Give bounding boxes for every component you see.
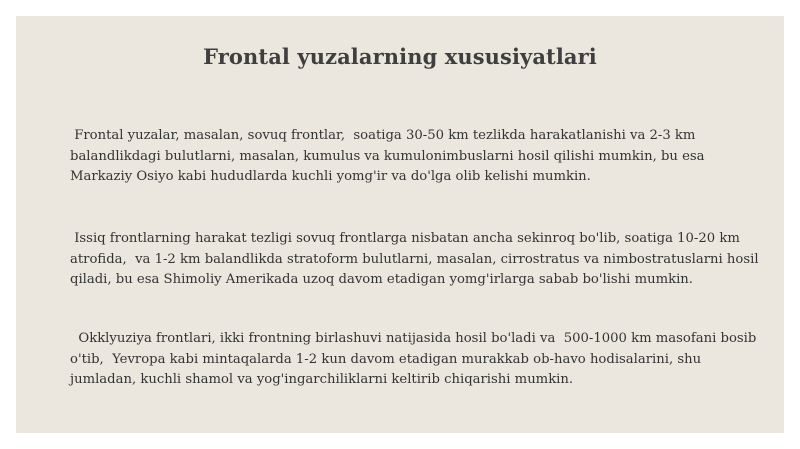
slide: [16, 16, 784, 433]
paragraph-occluded-fronts: Okklyuziya frontlari, ikki frontning birlashuvi natijasida hosil bo'ladi va 500-1000 km masofani bosib o'tib, Yevropa kabi mintaqalarda 1-2 kun davom etadigan murakkab ob-havo hodisalarini, shu jumladan, kuchli shamol va yog'ingarchiliklarni keltirib chiqarishi mumkin.: [70, 331, 761, 387]
paragraph-warm-fronts: Issiq frontlarning harakat tezligi sovuq frontlarga nisbatan ancha sekinroq bo'lib, soatiga 10-20 km atrofida, va 1-2 km balandlikda stratoform bulutlarni, masalan, cirrostratus va nimbostratuslarni hosil qiladi, bu esa Shimoliy Amerikada uzoq davom etadigan yomg'irlarga sabab bo'lishi mumkin.: [70, 231, 763, 287]
slide-title: Frontal yuzalarning xususiyatlari: [203, 44, 597, 69]
paragraph-cold-fronts: Frontal yuzalar, masalan, sovuq frontlar, soatiga 30-50 km tezlikda harakatlanishi va 2-3 km balandlikdagi bulutlarni, masalan, kumulus va kumulonimbuslarni hosil qilishi mumkin, bu esa Markaziy Osiyo kabi hududlarda kuchli yomg'ir va do'lga olib kelishi mumkin.: [70, 128, 713, 184]
